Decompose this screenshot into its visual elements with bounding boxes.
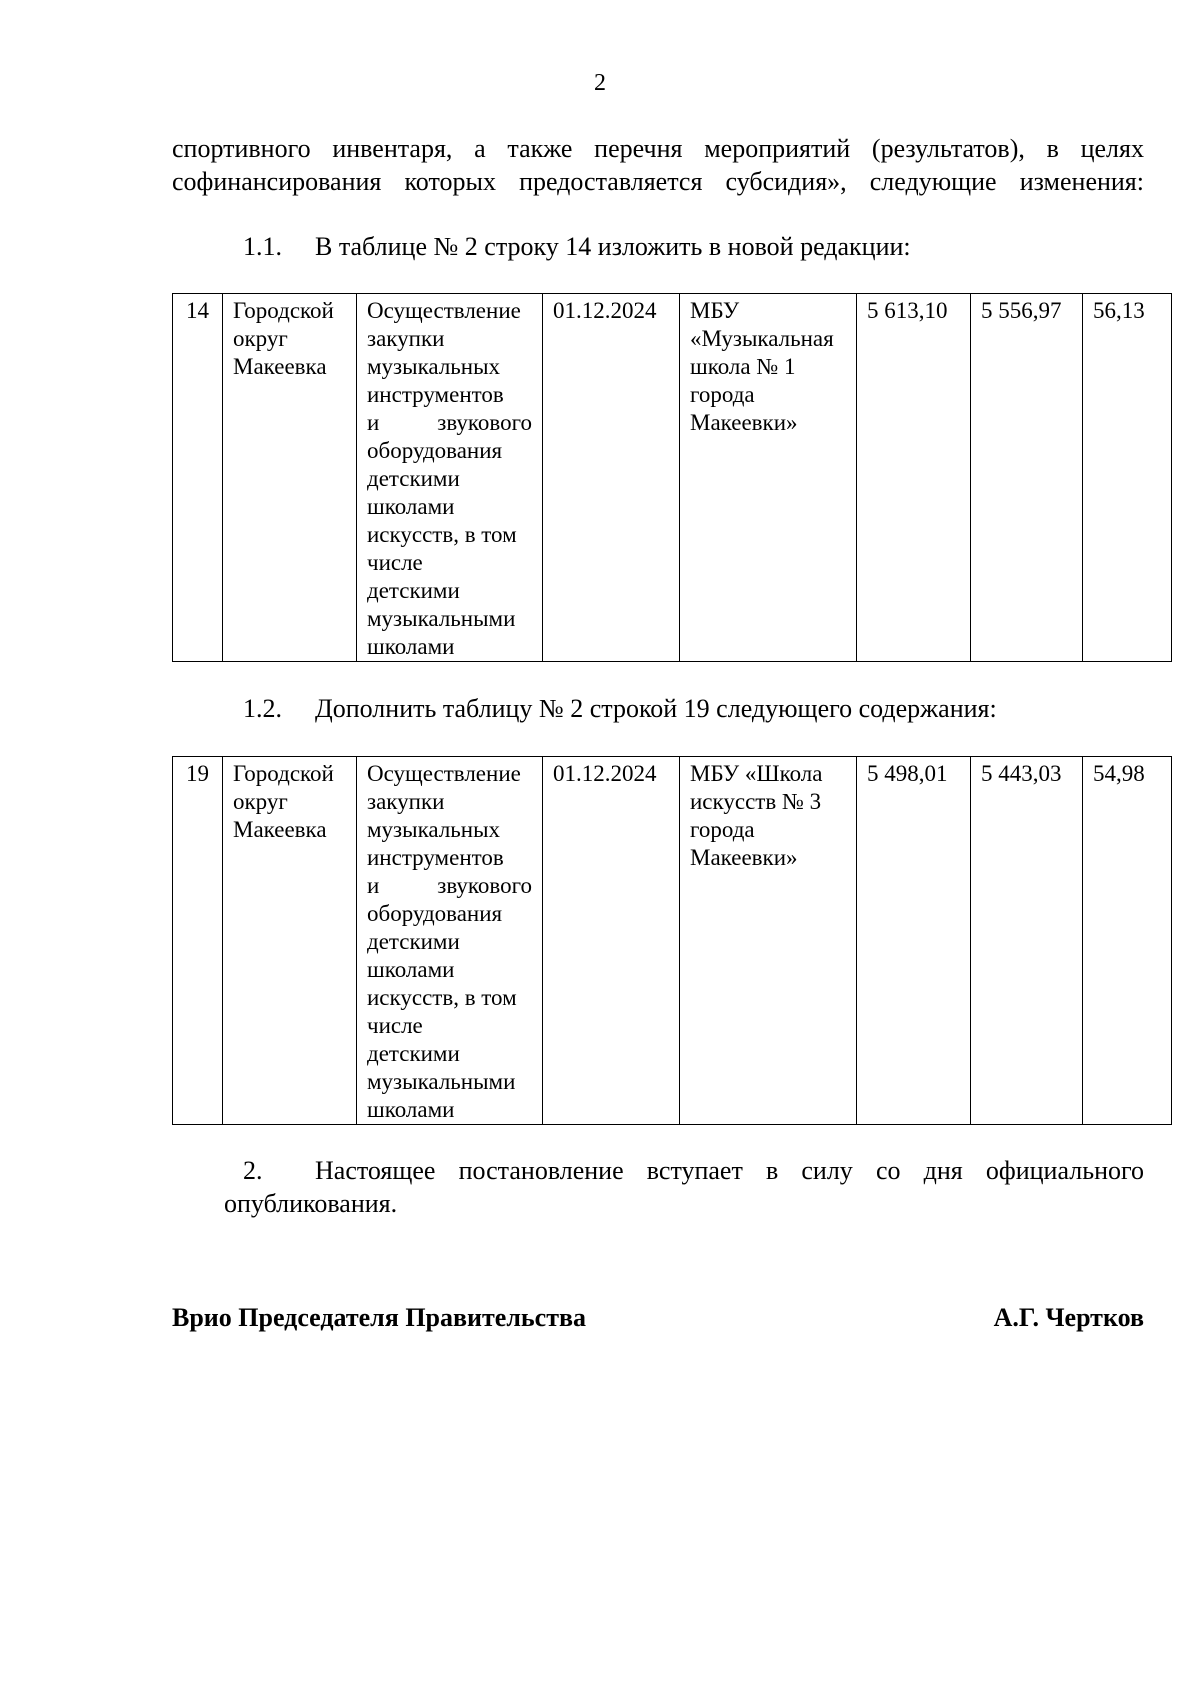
table-row <box>173 757 1172 1125</box>
page-number: 2 <box>594 70 606 96</box>
cell-line: детскими <box>367 1041 460 1066</box>
cell-line: детскими <box>367 466 460 491</box>
cell-local: 54,98 <box>1083 757 1172 1125</box>
item-2-number: 2. <box>243 1156 263 1185</box>
item-1-1-number: 1.1. <box>243 232 282 261</box>
cell-line: округ <box>233 326 288 351</box>
cell-line: школами <box>367 494 455 519</box>
cell-line: Макеевки» <box>690 845 798 870</box>
intro-paragraph <box>172 132 1144 198</box>
cell-line: оборудования <box>367 438 503 463</box>
cell-line: искусств, в том <box>367 985 517 1010</box>
cell-line: музыкальными <box>367 1069 516 1094</box>
signatory-name: А.Г. Чертков <box>993 1303 1144 1332</box>
item-1-2-number: 1.2. <box>243 694 282 723</box>
cell-date: 01.12.2024 <box>543 757 680 1125</box>
cell-line: школами <box>367 1097 455 1122</box>
cell-line: Макеевка <box>233 817 327 842</box>
intro-line-1: спортивного инвентаря, а также перечня мероприятий (результатов), в целях <box>172 134 1144 163</box>
table-row-19 <box>172 756 1172 1125</box>
cell-district <box>223 757 357 1125</box>
cell-line: школами <box>367 957 455 982</box>
cell-line: оборудования <box>367 901 503 926</box>
cell-activity <box>357 757 543 1125</box>
cell-total: 5 498,01 <box>857 757 971 1125</box>
cell-line: детскими <box>367 929 460 954</box>
item-1-1-text: В таблице № 2 строку 14 изложить в новой редакции: <box>315 232 911 261</box>
item-1-2-text: Дополнить таблицу № 2 строкой 19 следующего содержания: <box>315 694 997 723</box>
item-1-1 <box>243 230 911 263</box>
cell-line: города <box>690 817 755 842</box>
cell-line: МБУ «Школа <box>690 761 823 786</box>
cell-line: МБУ <box>690 298 740 323</box>
cell-line: Макеевки» <box>690 410 798 435</box>
item-1-2 <box>243 692 997 725</box>
cell-row-number: 14 <box>173 294 223 662</box>
cell-line: инструментов <box>367 382 504 407</box>
cell-line: школами <box>367 634 455 659</box>
cell-organization <box>680 757 857 1125</box>
cell-line: Осуществление <box>367 761 521 786</box>
cell-line: детскими <box>367 578 460 603</box>
table-row-14 <box>172 293 1172 662</box>
intro-line-2: софинансирования которых предоставляется субсидия», следующие изменения: <box>172 167 1144 196</box>
cell-line: искусств № 3 <box>690 789 822 814</box>
cell-line: музыкальных <box>367 817 501 842</box>
cell-line: города <box>690 382 755 407</box>
cell-date: 01.12.2024 <box>543 294 680 662</box>
cell-line: и звукового <box>367 410 532 435</box>
cell-federal: 5 556,97 <box>971 294 1083 662</box>
cell-row-number: 19 <box>173 757 223 1125</box>
cell-line: закупки <box>367 326 445 351</box>
cell-line: закупки <box>367 789 445 814</box>
cell-local: 56,13 <box>1083 294 1172 662</box>
item-2-continuation: опубликования. <box>224 1189 398 1218</box>
cell-line: музыкальными <box>367 606 516 631</box>
cell-total: 5 613,10 <box>857 294 971 662</box>
cell-line: музыкальных <box>367 354 501 379</box>
cell-line: инструментов <box>367 845 504 870</box>
cell-activity <box>357 294 543 662</box>
cell-line: «Музыкальная <box>690 326 834 351</box>
cell-line: Макеевка <box>233 354 327 379</box>
cell-line: Осуществление <box>367 298 521 323</box>
signatory-position: Врио Председателя Правительства <box>172 1303 587 1332</box>
table-row <box>173 294 1172 662</box>
cell-line: числе <box>367 1013 423 1038</box>
cell-line: числе <box>367 550 423 575</box>
cell-line: Городской <box>233 761 334 786</box>
cell-line: школа № 1 <box>690 354 796 379</box>
item-2 <box>243 1154 1144 1187</box>
cell-line: округ <box>233 789 288 814</box>
cell-line: Городской <box>233 298 334 323</box>
item-2-text: Настоящее постановление вступает в силу со дня официального <box>315 1156 1144 1185</box>
cell-organization <box>680 294 857 662</box>
cell-line: искусств, в том <box>367 522 517 547</box>
cell-line: и звукового <box>367 873 532 898</box>
cell-federal: 5 443,03 <box>971 757 1083 1125</box>
cell-district <box>223 294 357 662</box>
